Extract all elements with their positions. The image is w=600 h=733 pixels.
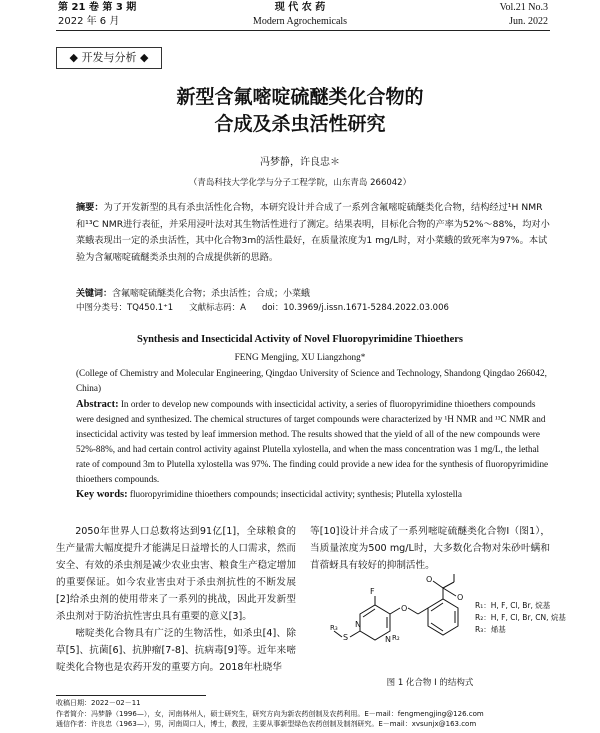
section-tag: ◆ 开发与分析 ◆: [56, 47, 162, 69]
body-right-column: [310, 523, 550, 574]
header-volume: 第 21 卷 第 3 期: [58, 2, 137, 13]
clc-number: 中图分类号：TQ450.1⁺1: [76, 303, 174, 313]
header-journal-en: Modern Agrochemicals: [252, 16, 348, 27]
keywords-cn: [76, 286, 550, 299]
authors-en: FENG Mengjing, XU Liangzhong*: [234, 352, 366, 362]
header-volume-en: Vol.21 No.3: [499, 2, 548, 13]
oxygen-atom-label: O: [401, 604, 408, 613]
header-rule: [56, 30, 550, 31]
author-info: 作者简介：冯梦静（1996—），女，河南林州人，硕士研究生，研究方向为新农药创制及农药利用。E－mail：fengmengjing@126.com: [56, 709, 484, 718]
body-paragraph-3: 等[10]设计并合成了一系列嘧啶硫醚类化合物I（图1），当质量浓度为500 mg/L时，大多数化合物对朱砂叶螨和苜蓿蚜具有较好的抑制活性。: [310, 526, 550, 571]
nitrogen-atom-label: N: [355, 620, 361, 629]
r2-label: R₂: [392, 634, 400, 642]
header-date: 2022 年 6 月: [58, 16, 120, 27]
legend-r1: R₁：H, F, Cl, Br, 烷基: [475, 601, 551, 610]
keywords-en: [76, 489, 550, 500]
benzene-ring: [428, 599, 458, 635]
header-journal-cn: 现 代 农 药: [274, 2, 326, 13]
corresponding-author: 通信作者：许良忠（1963—），男，河南周口人，博士，教授，主要从事新型绿色农药创制及制剂研究。E－mail：xvsunjx@163.com: [56, 720, 477, 728]
nitrogen-atom-label: N: [385, 635, 391, 644]
figure-caption: 图 1 化合物 I 的结构式: [386, 678, 474, 688]
abstract-en-text: In order to develop new compounds with insecticidal activity, a series of fluoropyrimidine thioethers compounds were designed and synthesized. The chemical structures of target compounds were characterized by ¹H NMR and ¹³C NMR and insecticidal activity was tested by leaf immersion method. The results showed that the yield of all of the new compounds were 52%-88%, and had certain control activity against Plutella xylostella, and when the mass concentration was 1 mg/L, the lethal rate of compound 3m to Plutella xylostella was 97%. The finding could provide a new idea for the synthesis of fluoropyrimidine thioethers compounds.: [76, 399, 549, 484]
keywords-cn-label: 关键词：: [76, 289, 113, 299]
abstract-cn-label: 摘要：: [76, 202, 104, 213]
affiliation-en: (College of Chemistry and Molecular Engineering, Qingdao University of Science and Technology, Shandong Qingdao 266042, China): [76, 368, 547, 393]
title-cn-line2: 合成及杀虫活性研究: [214, 113, 386, 135]
body-left-column: [56, 523, 296, 676]
r3-label: R₃: [330, 624, 338, 632]
affiliation-cn: （青岛科技大学化学与分子工程学院，山东青岛 266042）: [188, 178, 412, 188]
legend-r3: R₃：烯基: [475, 625, 506, 634]
abstract-cn-text: 为了开发新型的具有杀虫活性化合物，本研究设计并合成了一系列含氟嘧啶硫醚类化合物，结构经过¹H NMR和¹³C NMR进行表征，并采用浸叶法对其生物活性进行了测定。结果表明，目标化合物的产率为52%～88%，均对小菜蛾表现出一定的杀虫活性，其中化合物3m的活性最好，在质量浓度为1 mg/L时，对小菜蛾的致死率为97%。本试验为含氟嘧啶硫醚类杀虫剂的合成提供新的思路。: [76, 202, 550, 263]
abstract-en: [76, 397, 550, 487]
footnote-rule: [56, 695, 206, 696]
abstract-en-label: Abstract:: [76, 399, 119, 410]
oxygen-atom-label: O: [426, 575, 433, 584]
keywords-cn-text: 含氟嘧啶硫醚类化合物；杀虫活性；合成；小菜蛾: [112, 289, 311, 299]
received-date: 收稿日期：2022－02－11: [56, 699, 141, 707]
abstract-cn: [76, 200, 550, 266]
footnotes: [56, 698, 550, 730]
header-date-en: Jun. 2022: [509, 16, 548, 27]
doi: doi：10.3969/j.issn.1671-5284.2022.03.006: [261, 303, 449, 313]
authors-cn: 冯梦静，许良忠＊: [260, 157, 340, 168]
keywords-en-text: fluoropyrimidine thioethers compounds; insecticidal activity; synthesis; Plutella xylostella: [129, 489, 462, 499]
title-en: Synthesis and Insecticidal Activity of Novel Fluoropyrimidine Thioethers: [136, 334, 463, 345]
document-code: 文献标志码：A: [189, 303, 246, 313]
keywords-en-label: Key words:: [76, 489, 128, 500]
sulfur-atom-label: S: [343, 633, 349, 642]
body-paragraph-2: 嘧啶类化合物具有广泛的生物活性，如杀虫[4]、除草[5]、抗菌[6]、抗肿瘤[7-8]、抗病毒[9]等。近年来嘧啶类化合物也是农药开发的重要方向。2018年杜晓华: [56, 628, 296, 673]
legend-r2: R₂：H, F, Cl, Br, CN, 烷基: [475, 613, 566, 622]
title-cn-line1: 新型含氟嘧啶硫醚类化合物的: [176, 86, 424, 108]
classification-line: [76, 301, 550, 313]
oxygen-atom-label: O: [457, 593, 464, 602]
body-paragraph-1: 2050年世界人口总数将达到91亿[1]，全球粮食的生产量需大幅度提升才能满足日益增长的人口需求，然而安全、有效的杀虫剂是减少农业虫害、粮食生产稳定增加的重要保证。如今农业害虫对于杀虫剂抗性的不断发展[2]给杀虫剂的使用带来了一系列的挑战，因此开发新型杀虫剂对于防治抗性害虫具有重要的意义[3]。: [56, 526, 296, 622]
figure-legend: [475, 600, 566, 636]
fluorine-atom-label: F: [370, 587, 375, 596]
